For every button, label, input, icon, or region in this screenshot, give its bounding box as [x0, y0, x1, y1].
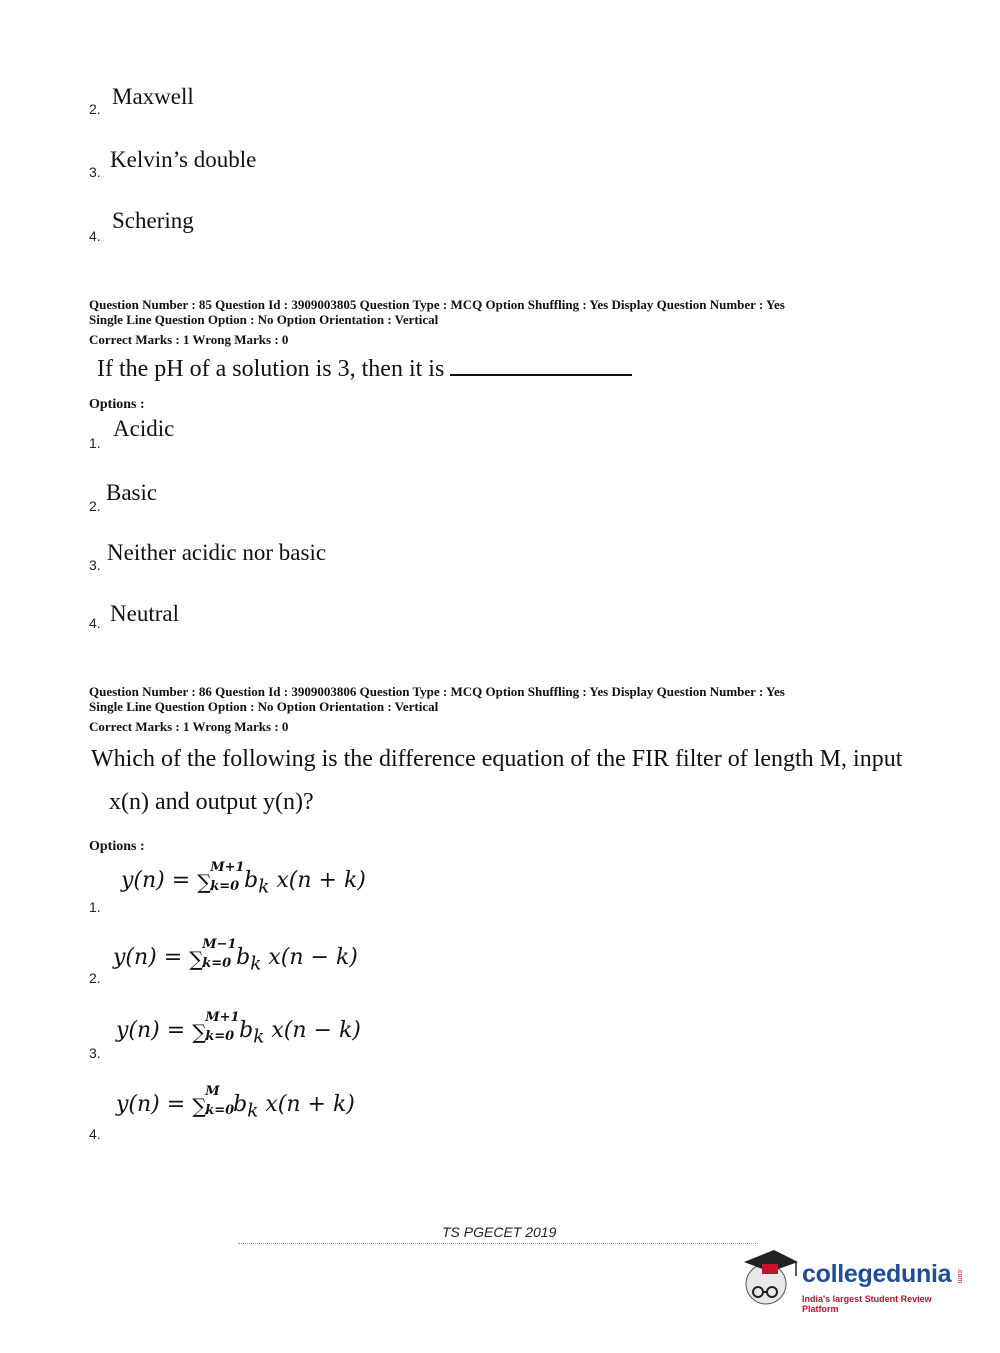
option-number: 4.: [89, 615, 101, 631]
equation-lhs: y(n) =: [116, 1018, 193, 1043]
coefficient-subscript: k: [253, 1026, 265, 1048]
question-meta: Question Number : 85 Question Id : 3909003805 Question Type : MCQ Option Shuffling : Yes Display Question Number : Yes: [89, 297, 785, 312]
summation-lower-limit: k=0: [205, 1103, 235, 1118]
question-text-content: If the pH of a solution is 3, then it is: [97, 356, 445, 382]
logo-wordmark: collegedunia: [802, 1260, 952, 1288]
question-marks: Correct Marks : 1 Wrong Marks : 0: [89, 332, 289, 347]
question-meta-line2: Single Line Question Option : No Option Orientation : Vertical: [89, 312, 439, 327]
summation-lower-limit: k=0: [205, 1029, 235, 1044]
options-label: Options :: [89, 839, 145, 854]
option-text: Schering: [112, 208, 194, 233]
summation-upper-limit: M: [205, 1084, 220, 1099]
coefficient: b: [229, 945, 251, 970]
equation-option-1: [121, 860, 366, 898]
footer-divider: [238, 1242, 758, 1244]
summation-lower-limit: k=0: [210, 879, 240, 894]
question-text: Which of the following is the difference equation of the FIR filter of length M, input: [91, 746, 903, 772]
equation-lhs: y(n) =: [113, 945, 190, 970]
question-marks: Correct Marks : 1 Wrong Marks : 0: [89, 719, 289, 734]
question-meta-line2: Single Line Question Option : No Option Orientation : Vertical: [89, 699, 439, 714]
footer-exam-name: TS PGECET 2019: [442, 1224, 557, 1240]
option-text: Basic: [106, 480, 158, 505]
equation-argument: x(n − k): [261, 945, 358, 970]
option-text: Neutral: [110, 601, 179, 626]
option-number: 3.: [89, 557, 101, 573]
coefficient: b: [232, 1018, 254, 1043]
summation-upper-limit: M+1: [210, 860, 245, 875]
option-number: 2.: [89, 498, 101, 514]
summation-symbol: ∑: [197, 870, 212, 894]
option-number: 1.: [89, 899, 101, 915]
equation-lhs: y(n) =: [121, 868, 198, 893]
option-number: 2.: [89, 970, 101, 986]
coefficient-subscript: k: [250, 953, 262, 975]
coefficient-subscript: k: [258, 876, 270, 898]
equation-option-2: [113, 937, 358, 975]
equation-argument: x(n + k): [258, 1092, 355, 1117]
question-text: [97, 354, 632, 383]
summation-upper-limit: M−1: [202, 937, 237, 952]
summation-lower-limit: k=0: [202, 956, 232, 971]
question-text-line2: x(n) and output y(n)?: [109, 789, 314, 815]
equation-option-4: [116, 1084, 355, 1122]
summation-upper-limit: M+1: [205, 1010, 240, 1025]
equation-lhs: y(n) =: [116, 1092, 193, 1117]
coefficient-subscript: k: [247, 1100, 259, 1122]
equation-option-3: [116, 1010, 361, 1048]
option-number: 1.: [89, 435, 101, 451]
collegedunia-logo: [740, 1248, 970, 1318]
option-number: 3.: [89, 164, 101, 180]
option-text: Kelvin’s double: [110, 147, 257, 172]
option-number: 4.: [89, 228, 101, 244]
question-meta: Question Number : 86 Question Id : 3909003806 Question Type : MCQ Option Shuffling : Yes Display Question Number : Yes: [89, 684, 785, 699]
mascot-icon: [740, 1248, 800, 1310]
summation-symbol: ∑: [189, 947, 204, 971]
option-number: 4.: [89, 1126, 101, 1142]
option-number: 2.: [89, 101, 101, 117]
logo-tagline: India's largest Student Review Platform: [802, 1294, 932, 1314]
equation-argument: x(n + k): [269, 868, 366, 893]
option-text: Acidic: [113, 416, 175, 441]
summation-symbol: ∑: [192, 1094, 207, 1118]
summation: [197, 860, 245, 894]
option-text: Neither acidic nor basic: [107, 540, 327, 565]
summation: [189, 937, 237, 971]
options-label: Options :: [89, 397, 145, 412]
summation: [192, 1010, 240, 1044]
option-text: Maxwell: [112, 84, 194, 109]
equation-argument: x(n − k): [264, 1018, 361, 1043]
coefficient: b: [237, 868, 259, 893]
summation-symbol: ∑: [192, 1020, 207, 1044]
answer-blank: [450, 354, 632, 376]
logo-tld: .com: [956, 1268, 963, 1284]
coefficient: b: [226, 1092, 248, 1117]
summation: [192, 1084, 235, 1118]
option-number: 3.: [89, 1045, 101, 1061]
